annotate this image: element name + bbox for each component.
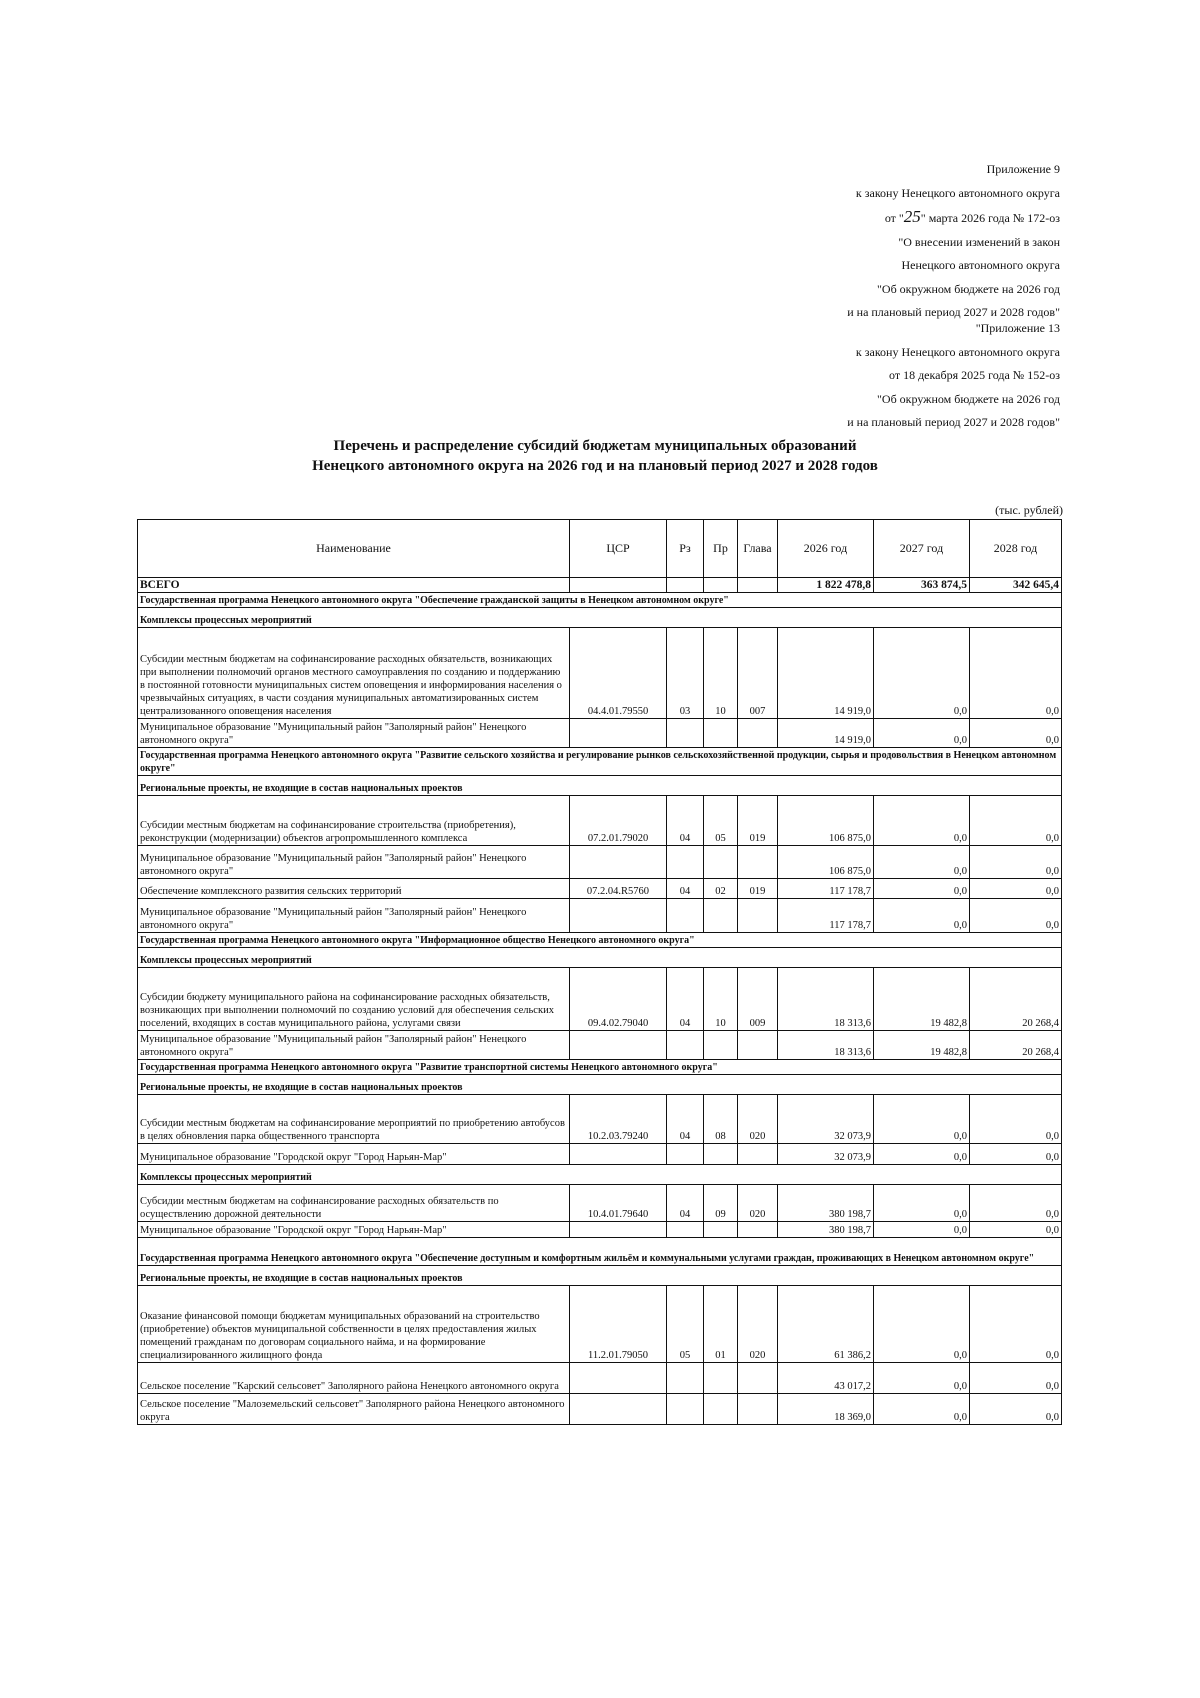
column-header: 2028 год: [970, 520, 1062, 578]
pr-cell: 09: [704, 1185, 738, 1222]
row-name: Муниципальное образование "Городской округ "Город Нарьян-Мар": [138, 1144, 570, 1165]
section-name: Региональные проекты, не входящие в состав национальных проектов: [138, 1075, 1062, 1095]
row-name: Муниципальное образование "Муниципальный район "Заполярный район" Ненецкого автономного округа": [138, 846, 570, 879]
column-header: 2026 год: [778, 520, 874, 578]
pr-cell: [704, 846, 738, 879]
csr-cell: 10.2.03.79240: [570, 1095, 667, 1144]
section-name: Комплексы процессных мероприятий: [138, 608, 1062, 628]
row-name: ВСЕГО: [138, 578, 570, 593]
table-body: [138, 578, 1062, 1425]
pr-cell: 08: [704, 1095, 738, 1144]
amount-2028: 0,0: [970, 1185, 1062, 1222]
row-name: Сельское поселение "Карский сельсовет" Заполярного района Ненецкого автономного округа: [138, 1363, 570, 1394]
csr-cell: [570, 899, 667, 933]
rz-cell: [667, 1222, 704, 1238]
municipality-row: [138, 846, 1062, 879]
csr-cell: 07.2.01.79020: [570, 796, 667, 846]
amount-2027: 19 482,8: [874, 968, 970, 1031]
header-line: и на плановый период 2027 и 2028 годов": [847, 305, 1060, 319]
amount-2027: 0,0: [874, 899, 970, 933]
column-header: 2027 год: [874, 520, 970, 578]
pr-cell: [704, 578, 738, 593]
amount-2028: 0,0: [970, 1222, 1062, 1238]
rz-cell: [667, 578, 704, 593]
program-name: Государственная программа Ненецкого автономного округа "Развитие транспортной системы Ненецкого автономного округа": [138, 1060, 1062, 1075]
rz-cell: [667, 1394, 704, 1425]
header-line: к закону Ненецкого автономного округа: [855, 344, 1060, 359]
csr-cell: [570, 1222, 667, 1238]
amount-2028: 0,0: [970, 796, 1062, 846]
amount-2028: 0,0: [970, 1144, 1062, 1165]
csr-cell: [570, 1031, 667, 1060]
row-name: Муниципальное образование "Муниципальный район "Заполярный район" Ненецкого автономного округа": [138, 719, 570, 748]
header-line: "Об окружном бюджете на 2026 год: [877, 391, 1060, 406]
glava-cell: 019: [738, 879, 778, 899]
amount-2027: 0,0: [874, 1095, 970, 1144]
csr-cell: [570, 1144, 667, 1165]
column-header: Глава: [738, 520, 778, 578]
csr-cell: 09.4.02.79040: [570, 968, 667, 1031]
header-line: от 18 декабря 2025 года № 152-оз: [888, 368, 1060, 382]
program-row: [138, 748, 1062, 776]
amount-2026: 380 198,7: [778, 1222, 874, 1238]
glava-cell: 020: [738, 1095, 778, 1144]
amount-2027: 0,0: [874, 796, 970, 846]
section-name: Комплексы процессных мероприятий: [138, 1165, 1062, 1185]
subsidy-row: [138, 796, 1062, 846]
subsidies-table: [137, 519, 1062, 1425]
appendix-header-previous: [847, 317, 1060, 435]
amount-2027: 0,0: [874, 1144, 970, 1165]
csr-cell: [570, 719, 667, 748]
amount-2028: 20 268,4: [970, 968, 1062, 1031]
amount-2028: 0,0: [970, 1095, 1062, 1144]
section-row: [138, 948, 1062, 968]
pr-cell: 02: [704, 879, 738, 899]
table-header-row: [138, 520, 1062, 578]
municipality-row: [138, 1222, 1062, 1238]
amount-2028: 0,0: [970, 846, 1062, 879]
amount-2027: 0,0: [874, 879, 970, 899]
row-name: Сельское поселение "Малоземельский сельсовет" Заполярного района Ненецкого автономного округа: [138, 1394, 570, 1425]
municipality-row: [138, 1031, 1062, 1060]
amount-2028: 0,0: [970, 1363, 1062, 1394]
rz-cell: 04: [667, 879, 704, 899]
program-name: Государственная программа Ненецкого автономного округа "Развитие сельского хозяйства и регулирование рынков сельскохозяйственной продукции, сырья и продовольствия в Ненецком автономном округе": [138, 748, 1062, 776]
section-row: [138, 608, 1062, 628]
document-title: [0, 436, 1190, 476]
csr-cell: [570, 578, 667, 593]
glava-cell: 007: [738, 628, 778, 719]
amount-2026: 117 178,7: [778, 879, 874, 899]
rz-cell: [667, 1363, 704, 1394]
amount-2028: 342 645,4: [970, 578, 1062, 593]
amount-2028: 0,0: [970, 879, 1062, 899]
subsidy-row: [138, 1185, 1062, 1222]
header-line: Ненецкого автономного округа: [901, 258, 1060, 272]
subsidy-row: [138, 628, 1062, 719]
municipality-row: [138, 899, 1062, 933]
pr-cell: [704, 1394, 738, 1425]
glava-cell: [738, 1363, 778, 1394]
handwritten-day: 25: [903, 207, 921, 226]
glava-cell: 020: [738, 1185, 778, 1222]
csr-cell: [570, 1394, 667, 1425]
header-line: к закону Ненецкого автономного округа: [855, 185, 1060, 200]
rz-cell: 04: [667, 1095, 704, 1144]
section-row: [138, 1266, 1062, 1286]
csr-cell: 11.2.01.79050: [570, 1286, 667, 1363]
program-row: [138, 933, 1062, 948]
amount-2026: 18 313,6: [778, 1031, 874, 1060]
amount-2026: 61 386,2: [778, 1286, 874, 1363]
amount-2027: 0,0: [874, 628, 970, 719]
column-header: Рз: [667, 520, 704, 578]
municipality-row: [138, 1394, 1062, 1425]
section-name: Региональные проекты, не входящие в состав национальных проектов: [138, 1266, 1062, 1286]
row-name: Муниципальное образование "Муниципальный район "Заполярный район" Ненецкого автономного округа": [138, 899, 570, 933]
amount-2026: 43 017,2: [778, 1363, 874, 1394]
row-name: Оказание финансовой помощи бюджетам муниципальных образований на строительство (приобретение) объектов муниципальной собственности в целях предоставления жилых помещений гражданам по договорам социального найма, и на формирование специализированного жилищного фонда: [138, 1286, 570, 1363]
rz-cell: 04: [667, 1185, 704, 1222]
amount-2028: 20 268,4: [970, 1031, 1062, 1060]
header-line: "Приложение 13: [975, 321, 1060, 335]
amount-2027: 19 482,8: [874, 1031, 970, 1060]
glava-cell: 020: [738, 1286, 778, 1363]
amount-2028: 0,0: [970, 719, 1062, 748]
glava-cell: [738, 1144, 778, 1165]
pr-cell: 01: [704, 1286, 738, 1363]
pr-cell: [704, 1363, 738, 1394]
pr-cell: 10: [704, 968, 738, 1031]
glava-cell: [738, 578, 778, 593]
pr-cell: [704, 1144, 738, 1165]
title-line: Перечень и распределение субсидий бюджетам муниципальных образований: [333, 438, 857, 454]
glava-cell: [738, 899, 778, 933]
header-line: и на плановый период 2027 и 2028 годов": [847, 415, 1060, 429]
glava-cell: 019: [738, 796, 778, 846]
amount-2027: 0,0: [874, 719, 970, 748]
row-name: Субсидии местным бюджетам на софинансирование расходных обязательств, возникающих при выполнении полномочий органов местного самоуправления по созданию и поддержанию в постоянной готовности муниципальных систем оповещения и информирования населения о чрезвычайных ситуациях, в части создания муниципальных автоматизированных систем централизованного оповещения населения: [138, 628, 570, 719]
csr-cell: 04.4.01.79550: [570, 628, 667, 719]
column-header: Пр: [704, 520, 738, 578]
rz-cell: 04: [667, 968, 704, 1031]
section-row: [138, 776, 1062, 796]
amount-2028: 0,0: [970, 628, 1062, 719]
csr-cell: 10.4.01.79640: [570, 1185, 667, 1222]
row-name: Субсидии местным бюджетам на софинансирование расходных обязательств по осуществлению дорожной деятельности: [138, 1185, 570, 1222]
amount-2027: 0,0: [874, 846, 970, 879]
unit-label: (тыс. рублей): [995, 503, 1063, 517]
amount-2026: 117 178,7: [778, 899, 874, 933]
program-row: [138, 1238, 1062, 1266]
amount-2028: 0,0: [970, 899, 1062, 933]
date-suffix: " марта 2026 года № 172-оз: [920, 211, 1060, 225]
column-header: ЦСР: [570, 520, 667, 578]
glava-cell: [738, 846, 778, 879]
rz-cell: 05: [667, 1286, 704, 1363]
title-line: Ненецкого автономного округа на 2026 год и на плановый период 2027 и 2028 годов: [312, 458, 878, 474]
glava-cell: [738, 719, 778, 748]
glava-cell: 009: [738, 968, 778, 1031]
amount-2026: 380 198,7: [778, 1185, 874, 1222]
rz-cell: 03: [667, 628, 704, 719]
pr-cell: 10: [704, 628, 738, 719]
rz-cell: [667, 1031, 704, 1060]
amount-2028: 0,0: [970, 1394, 1062, 1425]
program-name: Государственная программа Ненецкого автономного округа "Обеспечение доступным и комфортным жильём и коммунальными услугами граждан, проживающих в Ненецком автономном округе": [138, 1238, 1062, 1266]
header-line: "Об окружном бюджете на 2026 год: [877, 281, 1060, 296]
amount-2028: 0,0: [970, 1286, 1062, 1363]
pr-cell: [704, 1222, 738, 1238]
amount-2026: 106 875,0: [778, 796, 874, 846]
header-line: Приложение 9: [986, 162, 1060, 176]
program-row: [138, 593, 1062, 608]
glava-cell: [738, 1222, 778, 1238]
glava-cell: [738, 1394, 778, 1425]
subsidy-row: [138, 1095, 1062, 1144]
row-name: Субсидии местным бюджетам на софинансирование мероприятий по приобретению автобусов в целях обновления парка общественного транспорта: [138, 1095, 570, 1144]
header-line: [847, 205, 1060, 231]
appendix-header: [847, 158, 1060, 325]
amount-2027: 0,0: [874, 1185, 970, 1222]
section-name: Региональные проекты, не входящие в состав национальных проектов: [138, 776, 1062, 796]
row-name: Муниципальное образование "Городской округ "Город Нарьян-Мар": [138, 1222, 570, 1238]
municipality-row: [138, 1363, 1062, 1394]
amount-2026: 14 919,0: [778, 719, 874, 748]
municipality-row: [138, 1144, 1062, 1165]
section-name: Комплексы процессных мероприятий: [138, 948, 1062, 968]
amount-2027: 0,0: [874, 1222, 970, 1238]
municipality-row: [138, 719, 1062, 748]
section-row: [138, 1075, 1062, 1095]
amount-2027: 0,0: [874, 1394, 970, 1425]
subsidy-row: [138, 968, 1062, 1031]
subsidy-row: [138, 879, 1062, 899]
csr-cell: [570, 846, 667, 879]
column-header: Наименование: [138, 520, 570, 578]
date-prefix: от ": [884, 211, 904, 225]
rz-cell: [667, 846, 704, 879]
row-name: Субсидии бюджету муниципального района на софинансирование расходных обязательств, возникающих при выполнении полномочий по созданию условий для обеспечения сельских поселений, входящих в состав муниципального района, услугами связи: [138, 968, 570, 1031]
amount-2026: 18 313,6: [778, 968, 874, 1031]
subsidy-row: [138, 1286, 1062, 1363]
amount-2026: 18 369,0: [778, 1394, 874, 1425]
total-row: [138, 578, 1062, 593]
program-name: Государственная программа Ненецкого автономного округа "Обеспечение гражданской защиты в Ненецком автономном округе": [138, 593, 1062, 608]
rz-cell: [667, 899, 704, 933]
amount-2026: 106 875,0: [778, 846, 874, 879]
amount-2026: 14 919,0: [778, 628, 874, 719]
row-name: Субсидии местным бюджетам на софинансирование строительства (приобретения), реконструкции (модернизации) объектов агропромышленного комплекса: [138, 796, 570, 846]
rz-cell: 04: [667, 796, 704, 846]
row-name: Обеспечение комплексного развития сельских территорий: [138, 879, 570, 899]
pr-cell: [704, 1031, 738, 1060]
pr-cell: 05: [704, 796, 738, 846]
pr-cell: [704, 899, 738, 933]
section-row: [138, 1165, 1062, 1185]
csr-cell: [570, 1363, 667, 1394]
csr-cell: 07.2.04.R5760: [570, 879, 667, 899]
amount-2027: 363 874,5: [874, 578, 970, 593]
amount-2026: 32 073,9: [778, 1095, 874, 1144]
header-line: "О внесении изменений в закон: [898, 234, 1060, 249]
rz-cell: [667, 719, 704, 748]
glava-cell: [738, 1031, 778, 1060]
amount-2026: 1 822 478,8: [778, 578, 874, 593]
amount-2027: 0,0: [874, 1286, 970, 1363]
amount-2027: 0,0: [874, 1363, 970, 1394]
program-row: [138, 1060, 1062, 1075]
row-name: Муниципальное образование "Муниципальный район "Заполярный район" Ненецкого автономного округа": [138, 1031, 570, 1060]
rz-cell: [667, 1144, 704, 1165]
amount-2026: 32 073,9: [778, 1144, 874, 1165]
program-name: Государственная программа Ненецкого автономного округа "Информационное общество Ненецкого автономного округа": [138, 933, 1062, 948]
pr-cell: [704, 719, 738, 748]
